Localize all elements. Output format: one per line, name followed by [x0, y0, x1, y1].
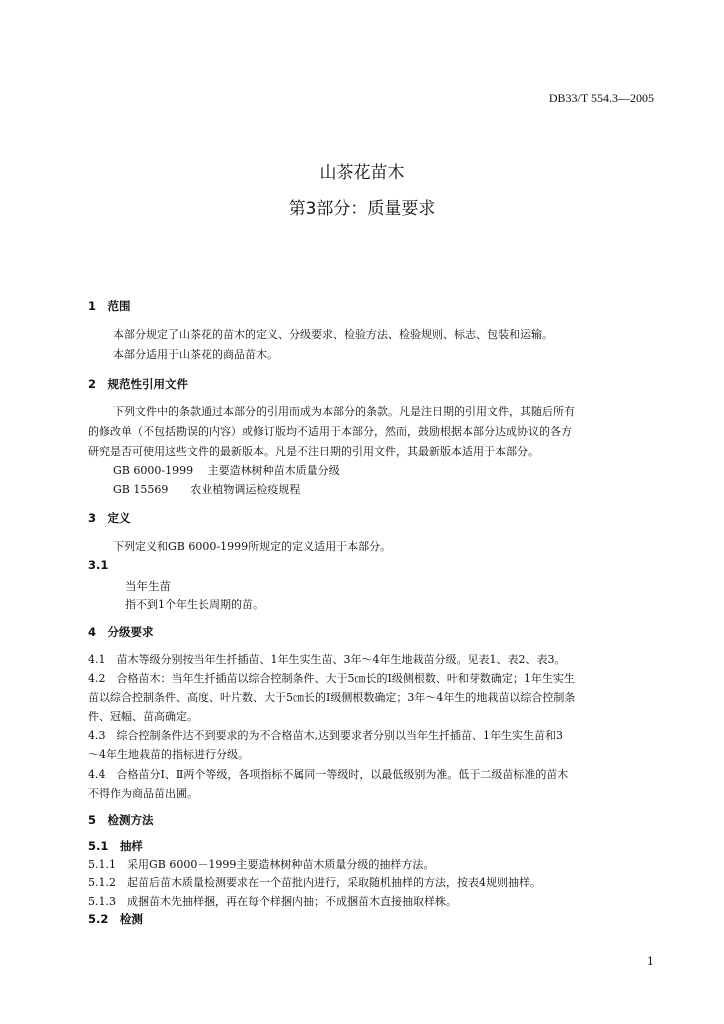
section-heading-references: 2 规范性引用文件 [88, 377, 189, 391]
paragraph-line: 4.1 苗木等级分别按当年生扦插苗、1年生实生苗、3年～4年生地栽苗分级。见表1、表2、表3。 [88, 653, 566, 666]
section-heading-grading: 4 分级要求 [88, 625, 154, 639]
reference-item: GB 15569 农业植物调运检疫规程 [113, 483, 301, 496]
reference-item: GB 6000-1999 主要造林树种苗木质量分级 [113, 464, 340, 477]
section-heading-methods: 5 检测方法 [88, 813, 154, 827]
paragraph-line: 研究是否可使用这些文件的最新版本。凡是不注日期的引用文件，其最新版本适用于本部分。 [88, 445, 539, 458]
paragraph-line: 5.1.2 起苗后苗木质量检测要求在一个苗批内进行，采取随机抽样的方法，按表4规则抽样。 [88, 876, 541, 889]
paragraph-line: 4.4 合格苗分Ⅰ、Ⅱ两个等级，各项指标不属同一等级时，以最低级别为准。低于二级苗标准的苗木 [88, 768, 569, 781]
standard-number: DB33/T 554.3—2005 [548, 91, 654, 105]
clause-number: 3.1 [88, 558, 109, 572]
document-subtitle: 第3部分：质量要求 [288, 199, 436, 219]
term-definition: 指不到1个年生长周期的苗。 [125, 598, 264, 611]
paragraph-line: 下列定义和GB 6000-1999所规定的定义适用于本部分。 [113, 540, 392, 553]
paragraph-line: 件、冠幅、苗高确定。 [88, 710, 198, 723]
section-heading-scope: 1 范围 [88, 299, 131, 313]
section-heading-definitions: 3 定义 [88, 511, 131, 525]
paragraph-line: 本部分适用于山茶花的商品苗木。 [113, 348, 278, 361]
paragraph-line: 本部分规定了山茶花的苗木的定义、分级要求、检验方法、检验规则、标志、包装和运输。 [113, 328, 553, 341]
page-number: 1 [647, 955, 654, 968]
paragraph-line: 的修改单（不包括勘误的内容）或修订版均不适用于本部分，然而，鼓励根据本部分达成协议的各方 [88, 425, 572, 438]
document-title: 山茶花苗木 [319, 163, 405, 183]
paragraph-line: 4.2 合格苗木：当年生扦插苗以综合控制条件、大于5㎝长的Ⅰ级侧根数、叶和芽数确定；1年生实生 [88, 672, 575, 685]
paragraph-line: ～4年生地栽苗的指标进行分级。 [88, 748, 249, 761]
paragraph-line: 5.1.3 成捆苗木先抽样捆，再在每个样捆内抽；不成捆苗木直接抽取样株。 [88, 895, 457, 908]
term-name: 当年生苗 [125, 579, 171, 593]
paragraph-line: 苗以综合控制条件、高度、叶片数、大于5㎝长的Ⅰ级侧根数确定；3年～4年生的地栽苗以综合控制条 [88, 691, 576, 704]
paragraph-line: 不得作为商品苗出圃。 [88, 787, 198, 800]
paragraph-line: 下列文件中的条款通过本部分的引用而成为本部分的条款。凡是注日期的引用文件，其随后所有 [113, 405, 575, 418]
paragraph-line: 5.1.1 采用GB 6000－1999主要造林树种苗木质量分级的抽样方法。 [88, 858, 435, 871]
subsection-heading: 5.2 检测 [88, 912, 143, 926]
paragraph-line: 4.3 综合控制条件达不到要求的为不合格苗木,达到要求者分别以当年生扦插苗、1年生实生苗和3 [88, 729, 563, 742]
subsection-heading: 5.1 抽样 [88, 839, 143, 853]
